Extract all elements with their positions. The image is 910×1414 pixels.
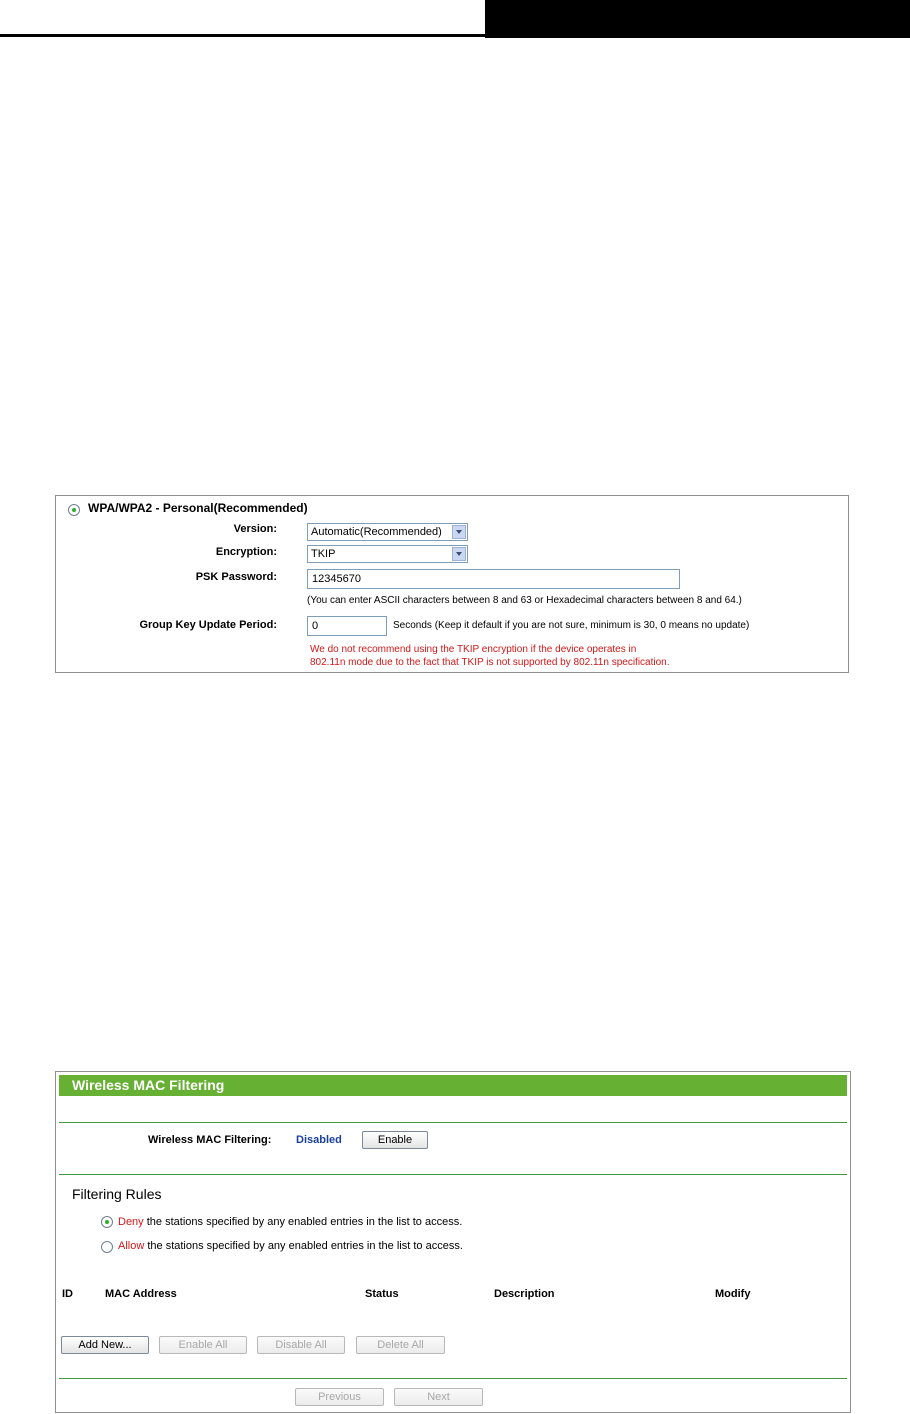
deny-description: the stations specified by any enabled entries in the list to access. xyxy=(146,1216,463,1228)
tkip-warning-line2: 802.11n mode due to the fact that TKIP is not supported by 802.11n specification. xyxy=(310,657,670,668)
mac-filtering-header: Wireless MAC Filtering xyxy=(59,1075,847,1096)
version-label: Version: xyxy=(233,523,277,535)
wpa-settings-panel xyxy=(55,495,849,673)
divider xyxy=(59,1122,847,1123)
psk-input[interactable] xyxy=(307,569,680,589)
wpa-radio[interactable] xyxy=(68,504,80,516)
delete-all-button[interactable]: Delete All xyxy=(356,1336,445,1354)
encryption-value: TKIP xyxy=(311,548,336,560)
column-header-mac-address: MAC Address xyxy=(105,1288,177,1300)
filtering-rules-title: Filtering Rules xyxy=(72,1186,162,1202)
chevron-down-icon[interactable] xyxy=(452,547,466,561)
deny-keyword: Deny xyxy=(118,1216,144,1228)
allow-description: the stations specified by any enabled entries in the list to access. xyxy=(147,1240,463,1252)
allow-option-text xyxy=(118,1240,463,1252)
column-header-status: Status xyxy=(365,1288,399,1300)
group-key-note: Seconds (Keep it default if you are not sure, minimum is 30, 0 means no update) xyxy=(393,620,750,631)
allow-radio[interactable] xyxy=(101,1241,113,1253)
psk-note: (You can enter ASCII characters between 8 and 63 or Hexadecimal characters between 8 and 64.) xyxy=(307,595,742,606)
group-key-label: Group Key Update Period: xyxy=(139,619,277,631)
group-key-value: 0 xyxy=(312,620,319,632)
header-rule xyxy=(0,34,485,37)
version-value: Automatic(Recommended) xyxy=(311,526,442,538)
disable-all-button[interactable]: Disable All xyxy=(257,1336,345,1354)
encryption-select[interactable] xyxy=(307,545,468,563)
enable-button[interactable]: Enable xyxy=(362,1131,428,1149)
chevron-down-icon[interactable] xyxy=(452,525,466,539)
next-button[interactable]: Next xyxy=(394,1388,483,1406)
column-header-modify: Modify xyxy=(715,1288,751,1300)
wpa-title: WPA/WPA2 - Personal(Recommended) xyxy=(88,501,308,515)
column-header-id: ID xyxy=(62,1288,73,1300)
mac-filtering-label: Wireless MAC Filtering: xyxy=(148,1134,272,1146)
header-black-bar xyxy=(485,0,910,38)
tkip-warning-line1: We do not recommend using the TKIP encryption if the device operates in xyxy=(310,644,637,655)
add-new-button[interactable]: Add New... xyxy=(61,1336,149,1354)
encryption-label: Encryption: xyxy=(215,546,277,558)
column-header-description: Description xyxy=(494,1288,555,1300)
group-key-input[interactable] xyxy=(307,616,387,636)
psk-label: PSK Password: xyxy=(195,571,277,583)
divider xyxy=(59,1378,847,1379)
deny-radio[interactable] xyxy=(101,1216,113,1228)
version-select[interactable] xyxy=(307,523,468,541)
divider xyxy=(59,1174,847,1175)
psk-value: 12345670 xyxy=(312,573,361,585)
enable-all-button[interactable]: Enable All xyxy=(159,1336,247,1354)
mac-filtering-status: Disabled xyxy=(296,1134,342,1146)
mac-filtering-panel xyxy=(55,1071,851,1413)
deny-option-text xyxy=(118,1216,462,1228)
allow-keyword: Allow xyxy=(118,1240,145,1252)
previous-button[interactable]: Previous xyxy=(295,1388,384,1406)
